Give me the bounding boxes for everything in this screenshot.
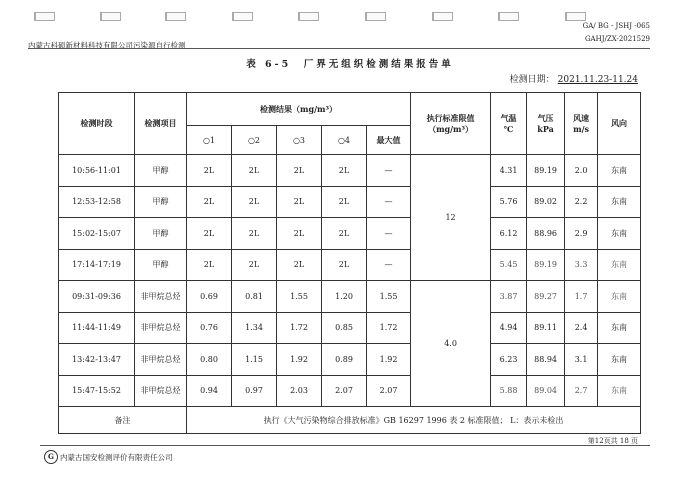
cell-pressure: 88.96 [527, 218, 565, 250]
cell-pressure: 89.11 [527, 312, 565, 344]
cell-point-4: 2L [322, 186, 367, 218]
cell-direction: 东南 [598, 344, 641, 376]
test-date [510, 72, 638, 85]
cell-max: — [367, 186, 411, 218]
cell-point-1: 2L [187, 218, 232, 250]
cell-standard-methanol: 12 [411, 155, 491, 281]
cell-wind: 3.1 [565, 344, 598, 376]
header-point-1: ○1 [187, 126, 232, 155]
header-wind-label: 风速 [573, 113, 590, 123]
cell-wind: 2.9 [565, 218, 598, 250]
page-number: 第12页共 18 页 [587, 437, 638, 445]
cell-temp: 3.87 [491, 281, 527, 313]
header-codes [583, 20, 650, 46]
cell-wind: 1.7 [565, 281, 598, 313]
cell-point-4: 2L [322, 249, 367, 281]
cell-time: 13:42-13:47 [59, 344, 135, 376]
note-row [59, 407, 641, 434]
cell-point-4: 2L [322, 155, 367, 187]
cell-direction: 东南 [598, 375, 641, 407]
cell-time: 15:47-15:52 [59, 375, 135, 407]
cell-max: — [367, 218, 411, 250]
cell-direction: 东南 [598, 218, 641, 250]
cell-point-4: 2.07 [322, 375, 367, 407]
header-pressure-label: 气压 [537, 113, 554, 123]
table-row [59, 344, 641, 376]
cell-point-3: 1.92 [277, 344, 322, 376]
binder-tab-mark [100, 12, 121, 21]
cell-time: 09:31-09:36 [59, 281, 135, 313]
header-temp-label: 气温 [500, 113, 517, 123]
cell-pressure: 89.19 [527, 249, 565, 281]
cell-point-4: 0.89 [322, 344, 367, 376]
cell-time: 11:44-11:49 [59, 312, 135, 344]
cell-max: 1.72 [367, 312, 411, 344]
header-point-3: ○3 [277, 126, 322, 155]
cell-point-3: 2L [277, 249, 322, 281]
header-standard [411, 93, 491, 155]
cell-point-2: 2L [232, 218, 277, 250]
cell-temp: 5.88 [491, 375, 527, 407]
cell-item: 非甲烷总烃 [135, 281, 187, 313]
header-item: 检测项目 [135, 93, 187, 155]
cell-direction: 东南 [598, 155, 641, 187]
binder-tab-mark [232, 12, 253, 21]
cell-point-1: 0.94 [187, 375, 232, 407]
cell-standard-nmhc: 4.0 [411, 281, 491, 407]
cell-direction: 东南 [598, 281, 641, 313]
header-result: 检测结果（mg/m³） [187, 93, 411, 126]
cell-wind: 2.7 [565, 375, 598, 407]
cell-wind: 2.2 [565, 186, 598, 218]
cell-point-2: 1.15 [232, 344, 277, 376]
header-point-2: ○2 [232, 126, 277, 155]
cell-item: 非甲烷总烃 [135, 312, 187, 344]
cell-time: 17:14-17:19 [59, 249, 135, 281]
binder-tab-mark [498, 12, 519, 21]
header-pressure [527, 93, 565, 155]
header-code-2: GAHJ/ZX-2021529 [584, 35, 650, 43]
binder-tab-mark [432, 12, 453, 21]
table-row [59, 186, 641, 218]
binder-tab-mark [34, 12, 55, 21]
binder-tab-mark [365, 12, 386, 21]
cell-item: 甲醇 [135, 186, 187, 218]
binder-tab-mark [165, 12, 186, 21]
cell-point-1: 0.76 [187, 312, 232, 344]
cell-point-2: 0.81 [232, 281, 277, 313]
header-wind-unit: m/s [573, 124, 589, 134]
table-title: 表 6-5 厂界无组织检测结果报告单 [246, 59, 454, 70]
cell-time: 10:56-11:01 [59, 155, 135, 187]
note-text: 执行《大气污染物综合排放标准》GB 16297 1996 表 2 标准限值； L：表示未检出 [187, 407, 641, 434]
cell-pressure: 88.94 [527, 344, 565, 376]
test-date-label: 检测日期： [509, 75, 555, 85]
cell-point-3: 2L [277, 218, 322, 250]
cell-max: 2.07 [367, 375, 411, 407]
cell-point-2: 2L [232, 186, 277, 218]
header-direction: 风向 [598, 93, 641, 155]
cell-max: 1.55 [367, 281, 411, 313]
cell-max: 1.92 [367, 344, 411, 376]
header-pressure-unit: kPa [537, 124, 554, 134]
header-company: 内蒙古科硕新材料科技有限公司污染源自行检测 [28, 41, 186, 50]
cell-direction: 东南 [598, 312, 641, 344]
cell-point-3: 1.55 [277, 281, 322, 313]
header-time: 检测时段 [59, 93, 135, 155]
cell-temp: 5.76 [491, 186, 527, 218]
header-wind [565, 93, 598, 155]
cell-point-2: 2L [232, 249, 277, 281]
cell-direction: 东南 [598, 186, 641, 218]
cell-time: 12:53-12:58 [59, 186, 135, 218]
cell-temp: 4.94 [491, 312, 527, 344]
table-row [59, 281, 641, 313]
cell-pressure: 89.19 [527, 155, 565, 187]
test-date-value: 2021.11.23-11.24 [557, 75, 638, 85]
table-row [59, 218, 641, 250]
results-table [58, 92, 641, 434]
cell-item: 甲醇 [135, 249, 187, 281]
cell-item: 甲醇 [135, 155, 187, 187]
cell-item: 甲醇 [135, 218, 187, 250]
cell-direction: 东南 [598, 249, 641, 281]
cell-max: — [367, 155, 411, 187]
cell-temp: 4.31 [491, 155, 527, 187]
header-temp-unit: ℃ [503, 124, 514, 134]
table-row [59, 375, 641, 407]
cell-point-1: 2L [187, 249, 232, 281]
header-rule [28, 48, 650, 49]
header-max: 最大值 [367, 126, 411, 155]
cell-item: 非甲烷总烃 [135, 344, 187, 376]
cell-temp: 5.45 [491, 249, 527, 281]
cell-pressure: 89.27 [527, 281, 565, 313]
cell-wind: 2.4 [565, 312, 598, 344]
cell-point-4: 2L [322, 218, 367, 250]
cell-temp: 6.12 [491, 218, 527, 250]
cell-pressure: 89.04 [527, 375, 565, 407]
binder-tab-mark [298, 12, 319, 21]
cell-point-3: 2.03 [277, 375, 322, 407]
cell-point-1: 0.69 [187, 281, 232, 313]
cell-max: — [367, 249, 411, 281]
company-logo-icon: G [44, 450, 58, 464]
cell-point-1: 0.80 [187, 344, 232, 376]
header-standard-label: 执行标准限值 [426, 112, 475, 123]
table-row [59, 312, 641, 344]
cell-point-3: 2L [277, 155, 322, 187]
cell-wind: 2.0 [565, 155, 598, 187]
header-temp [491, 93, 527, 155]
header-point-4: ○4 [322, 126, 367, 155]
cell-time: 15:02-15:07 [59, 218, 135, 250]
cell-point-3: 2L [277, 186, 322, 218]
cell-point-2: 0.97 [232, 375, 277, 407]
footer-company-name: 内蒙古国安检测评价有限责任公司 [60, 452, 173, 462]
cell-point-2: 1.34 [232, 312, 277, 344]
footer-company [44, 450, 173, 464]
cell-item: 非甲烷总烃 [135, 375, 187, 407]
header-code-1: GA/ BG - JSHJ -065 [582, 22, 650, 30]
footer-rule [40, 445, 650, 446]
cell-point-1: 2L [187, 155, 232, 187]
cell-pressure: 89.02 [527, 186, 565, 218]
cell-temp: 6.23 [491, 344, 527, 376]
cell-point-2: 2L [232, 155, 277, 187]
cell-point-4: 1.20 [322, 281, 367, 313]
cell-point-4: 0.85 [322, 312, 367, 344]
table-row [59, 249, 641, 281]
cell-wind: 3.3 [565, 249, 598, 281]
cell-point-1: 2L [187, 186, 232, 218]
cell-point-3: 1.72 [277, 312, 322, 344]
table-row [59, 155, 641, 187]
header-standard-unit: （mg/m³） [428, 123, 474, 134]
note-label: 备注 [59, 407, 187, 434]
